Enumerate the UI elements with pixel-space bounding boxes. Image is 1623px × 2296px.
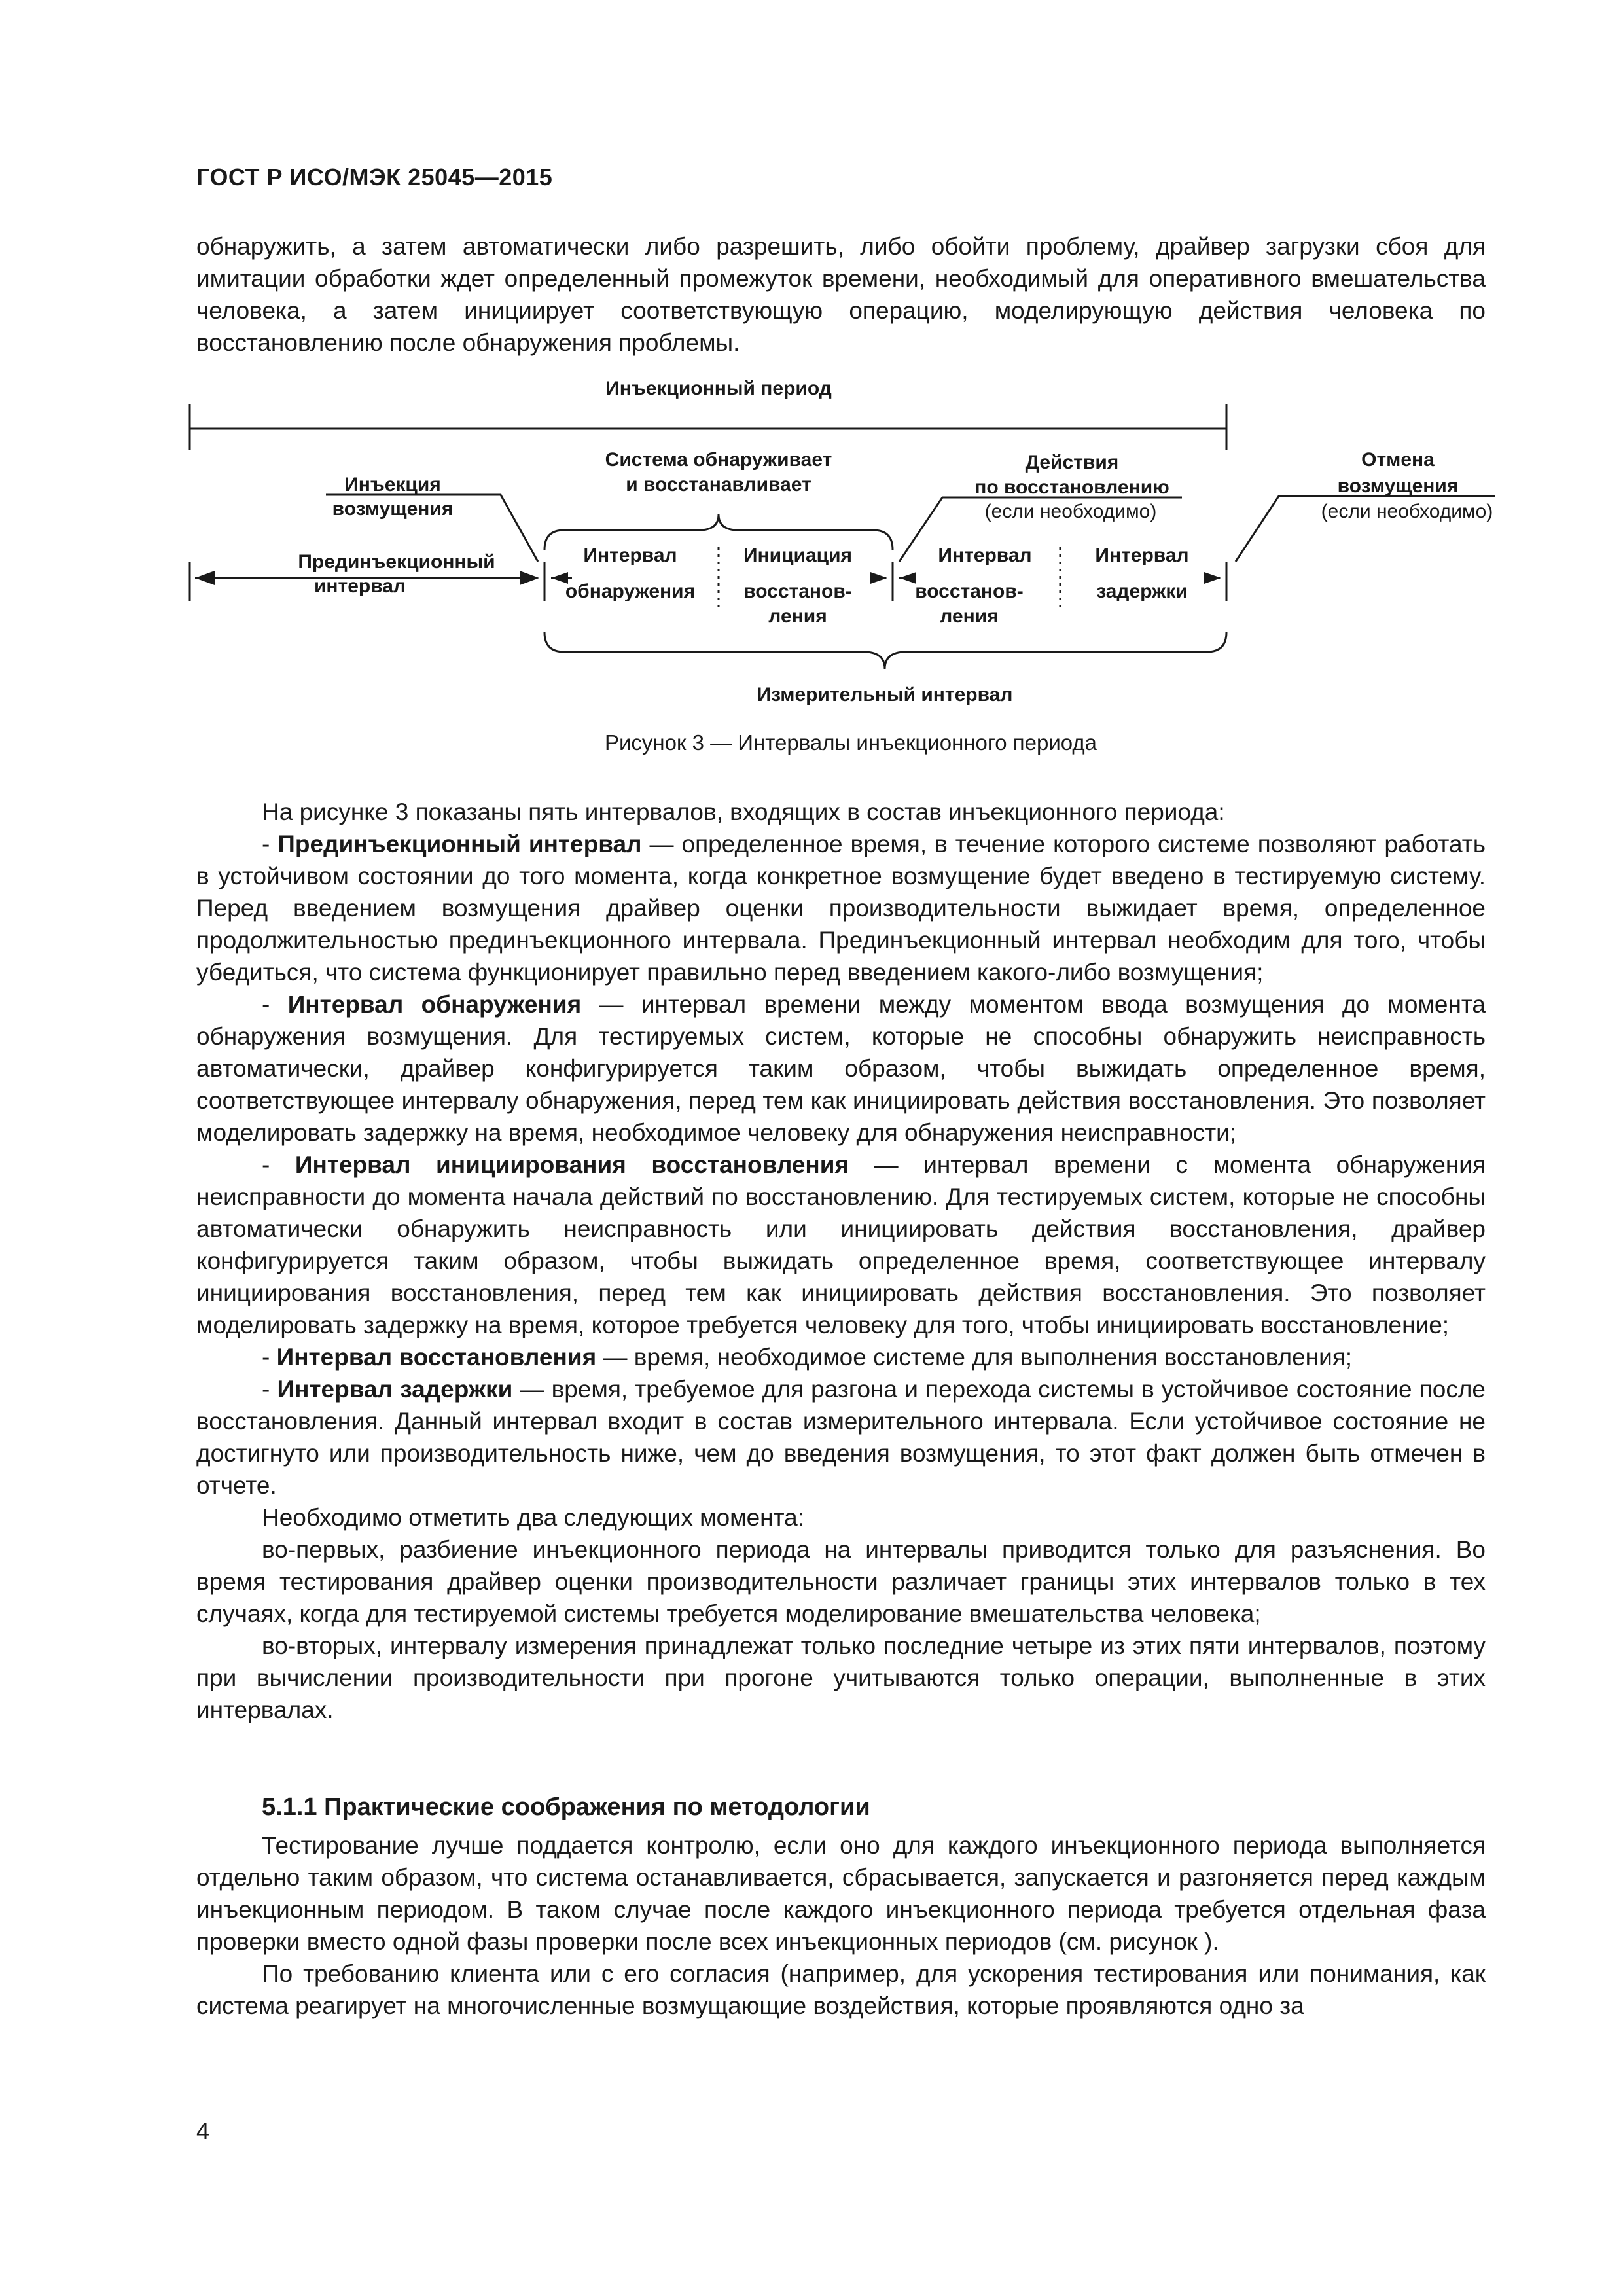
label-injection-1: Инъекция — [344, 474, 441, 495]
list-dash: - — [262, 1376, 277, 1403]
list-item-delay — [196, 1373, 1486, 1501]
preinjection-arrow-right — [520, 571, 539, 585]
label-init-2: восстанов- — [743, 581, 852, 602]
label-injection-period: Инъекционный период — [605, 378, 832, 399]
body-paragraph-2: Необходимо отметить два следующих момента: — [262, 1504, 804, 1531]
label-actions-1: Действия — [1025, 452, 1119, 473]
delay-arrow-head — [1204, 572, 1221, 584]
label-measurement: Измерительный интервал — [757, 684, 1013, 706]
section-heading: 5.1.1 Практические соображения по методологии — [262, 1793, 870, 1821]
label-detect-1: Интервал — [583, 545, 677, 566]
definition-detection: — интервал времени между моментом ввода возмущения до момента обнаружения возмущения. Для тестируемых систем, которые не способны обнаружить неисправность автоматически, драйвер конфигурируется таким образом, чтобы выжидать определенное время, соответствующее интервалу обнаружения, перед тем как инициировать действия восстановления. Это позволяет моделировать задержку на время, необходимое человеку для обнаружения неисправности; — [196, 991, 1486, 1146]
definition-delay: — время, требуемое для разгона и перехода системы в устойчивое состояние после восстановления. Данный интервал входит в состав измерительного интервала. Если устойчивое состояние не достигнуто или производительность ниже, чем до введения возмущения, то этот факт должен быть отмечен в отчете. — [196, 1376, 1486, 1499]
term-initiation: Интервал инициирования восстановления — [294, 1151, 849, 1178]
page-number: 4 — [196, 2117, 210, 2144]
definition-recovery: — время, необходимое системе для выполнения восстановления; — [596, 1344, 1353, 1371]
cancel-leader — [1236, 496, 1291, 562]
measurement-brace — [544, 632, 1226, 669]
intro-text: обнаружить, а затем автоматически либо разрешить, либо обойти проблему, драйвер загрузки сбоя для имитации обработки ждет определенный промежуток времени, необходимый для оперативного вмешательства человека, а затем инициирует соответствующую операцию, моделирующую действия человека по восстановлению после обнаружения проблемы. — [196, 233, 1486, 356]
section-paragraph-2: По требованию клиента или с его согласия (например, для ускорения тестирования или понимания, как система реагирует на многочисленные возмущающие воздействия, которые проявляются одно за — [196, 1960, 1486, 2019]
label-delay-2: задержки — [1096, 581, 1188, 602]
label-detect-2: обнаружения — [565, 581, 696, 602]
body-paragraph-1: На рисунке 3 показаны пять интервалов, входящих в состав инъекционного периода: — [262, 798, 1225, 825]
label-init-3: ления — [768, 605, 827, 627]
list-item-recovery — [196, 1341, 1486, 1373]
recover-arrow-head — [899, 572, 916, 584]
label-system-detects-2: и восстанавливает — [626, 474, 812, 495]
term-delay: Интервал задержки — [277, 1376, 513, 1403]
body-paragraph-4: во-вторых, интервалу измерения принадлежат только последние четыре из этих пяти интервалов, поэтому при вычислении производительности при прогоне учитываются только операции, выполненные в этих интервалах. — [196, 1632, 1486, 1723]
figure-caption: Рисунок 3 — Интервалы инъекционного периода — [604, 730, 1097, 755]
injection-period-diagram — [0, 0, 1623, 733]
list-dash: - — [262, 1344, 277, 1371]
label-recover-2: восстанов- — [915, 581, 1024, 602]
label-recover-3: ления — [940, 605, 999, 627]
label-actions-3: (если необходимо) — [984, 501, 1157, 522]
label-cancel-2: возмущения — [1337, 475, 1459, 497]
body-text — [196, 796, 1486, 1726]
label-cancel-3: (если необходимо) — [1321, 501, 1493, 522]
preinjection-arrow-left — [195, 571, 215, 585]
list-item-preinjection — [196, 828, 1486, 988]
label-actions-2: по восстановлению — [974, 476, 1169, 498]
label-preinj-1: Прединъекционный — [298, 551, 495, 573]
label-preinj-2: интервал — [313, 575, 406, 597]
label-system-detects-1: Система обнаруживает — [605, 449, 832, 471]
list-dash: - — [262, 831, 278, 857]
label-cancel-1: Отмена — [1361, 449, 1435, 471]
list-item-detection — [196, 988, 1486, 1149]
term-preinjection: Прединъекционный интервал — [277, 831, 642, 857]
init-arrow-head — [870, 572, 887, 584]
term-recovery: Интервал восстановления — [276, 1344, 597, 1371]
list-item-initiation — [196, 1149, 1486, 1341]
label-injection-2: возмущения — [332, 498, 454, 520]
term-detection: Интервал обнаружения — [287, 991, 582, 1018]
list-dash: - — [262, 1151, 295, 1178]
definition-preinjection: — определенное время, в течение которого системе позволяют работать в устойчивом состоянии до того момента, когда конкретное возмущение будет введено в тестируемую систему. Перед введением возмущения драйвер оценки производительности выжидает время, определенное продолжительностью прединъекционного интервала. Прединъекционный интервал необходим для того, чтобы убедиться, что система функционирует правильно перед введением какого-либо возмущения; — [196, 831, 1486, 986]
section-paragraph-1: Тестирование лучше поддается контролю, если оно для каждого инъекционного периода выполняется отдельно таким образом, что система останавливается, сбрасывается, запускается и разгоняется перед каждым инъекционным периодом. В таком случае после каждого инъекционного периода требуется отдельная фаза проверки вместо одной фазы проверки после всех инъекционных периодов (см. рисунок ). — [196, 1832, 1486, 1955]
label-delay-1: Интервал — [1095, 545, 1189, 566]
label-recover-1: Интервал — [938, 545, 1032, 566]
body-paragraph-3: во-первых, разбиение инъекционного периода на интервалы приводится только для разъяснения. Во время тестирования драйвер оценки производительности различает границы этих интервалов только в тех случаях, когда для тестируемой системы требуется моделирование вмешательства человека; — [196, 1536, 1486, 1627]
document-header: ГОСТ Р ИСО/МЭК 25045—2015 — [196, 164, 553, 190]
section-text — [196, 1829, 1486, 2022]
label-init-1: Инициация — [743, 545, 853, 566]
list-dash: - — [262, 991, 288, 1018]
definition-initiation: — интервал времени с момента обнаружения неисправности до момента начала действий по восстановлению. Для тестируемых систем, которые не способны автоматически обнаружить неисправность или инициировать действия восстановления, драйвер конфигурируется таким образом, чтобы выжидать определенное время, соответствующее интервалу инициирования восстановления, перед тем как инициировать действия восстановления. Это позволяет моделировать задержку на время, которое требуется человеку для того, чтобы инициировать восстановление; — [196, 1151, 1486, 1338]
